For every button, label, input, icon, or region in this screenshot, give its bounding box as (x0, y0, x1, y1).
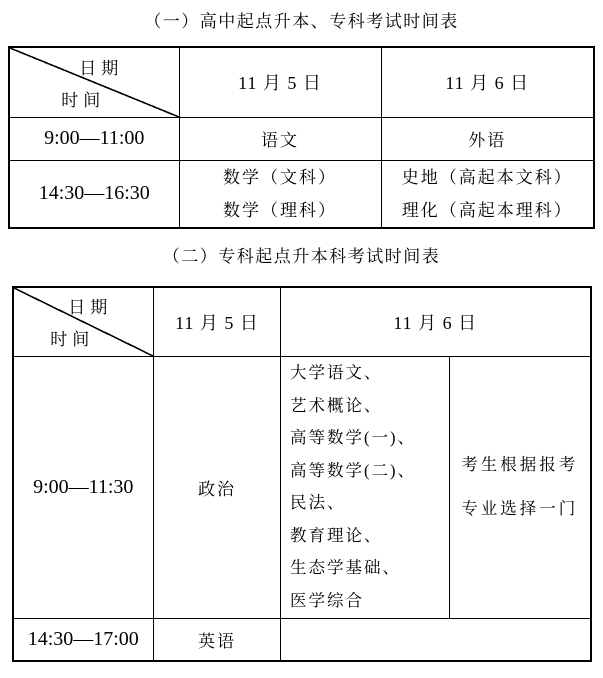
elective-line: 高等数学(二)、 (290, 460, 416, 480)
corner-labels (14, 293, 154, 350)
note-line: 考生根据报考 (461, 455, 579, 474)
table2-title: （二）专科起点升本科考试时间表 (162, 247, 441, 266)
table1-morning-nov6-subject: 外语 (381, 117, 594, 160)
corner-time-label: 时间 (61, 90, 106, 110)
table2-corner-cell (13, 287, 154, 356)
table1-morning-time-cell: 9:00—11:00 (9, 117, 179, 160)
elective-line: 医学综合 (290, 590, 364, 610)
table2-note-cell (450, 356, 591, 618)
table1-morning-nov5-subject: 语文 (179, 117, 381, 160)
table2-afternoon-nov6-empty-cell (281, 618, 591, 661)
corner-time-label: 时间 (50, 330, 95, 350)
table1-row-morning (9, 117, 594, 160)
elective-line: 大学语文、 (290, 363, 383, 382)
table1-afternoon-time-cell: 14:30—16:30 (9, 160, 179, 228)
table2-afternoon-time-cell: 14:30—17:00 (13, 618, 154, 661)
table2-morning-nov5-subject: 政治 (154, 356, 281, 618)
table1-afternoon-nov6-subjects (381, 160, 594, 228)
subject-line: 史地（高起本文科） (401, 167, 573, 187)
subject-line: 理化（高起本理科） (401, 200, 573, 220)
table1-date-nov6-header: 11 月 6 日 (381, 47, 594, 117)
elective-line: 生态学基础、 (290, 558, 401, 577)
table2-date-nov5-header: 11 月 5 日 (154, 287, 281, 356)
table1-header-row (9, 47, 594, 117)
note-line: 专业选择一门 (461, 499, 579, 518)
subject-line: 数学（理科） (223, 200, 337, 220)
table1-title: （一）高中起点升本、专科考试时间表 (144, 12, 459, 31)
table2-afternoon-nov5-subject: 英语 (154, 618, 281, 661)
hs-start-exam-timetable (8, 46, 595, 229)
subject-line: 数学（文科） (223, 167, 337, 187)
table1-row-afternoon (9, 160, 594, 228)
elective-line: 艺术概论、 (290, 395, 383, 415)
corner-date-label: 日期 (68, 298, 113, 318)
table1-corner-cell (9, 47, 179, 117)
table2-row-morning (13, 356, 591, 618)
table2-date-nov6-header: 11 月 6 日 (281, 287, 591, 356)
table2-row-afternoon (13, 618, 591, 661)
table2-morning-time-cell: 9:00—11:30 (13, 356, 154, 618)
table1-afternoon-nov5-subjects (179, 160, 381, 228)
table2-header-row (13, 287, 591, 356)
elective-line: 高等数学(一)、 (290, 428, 416, 447)
table2-electives-cell (281, 356, 450, 618)
elective-line: 教育理论、 (290, 525, 383, 545)
table1-date-nov5-header: 11 月 5 日 (179, 47, 381, 117)
corner-labels (10, 54, 179, 111)
college-start-exam-timetable (12, 286, 592, 662)
elective-line: 民法、 (290, 493, 346, 512)
corner-date-label: 日期 (79, 58, 124, 78)
